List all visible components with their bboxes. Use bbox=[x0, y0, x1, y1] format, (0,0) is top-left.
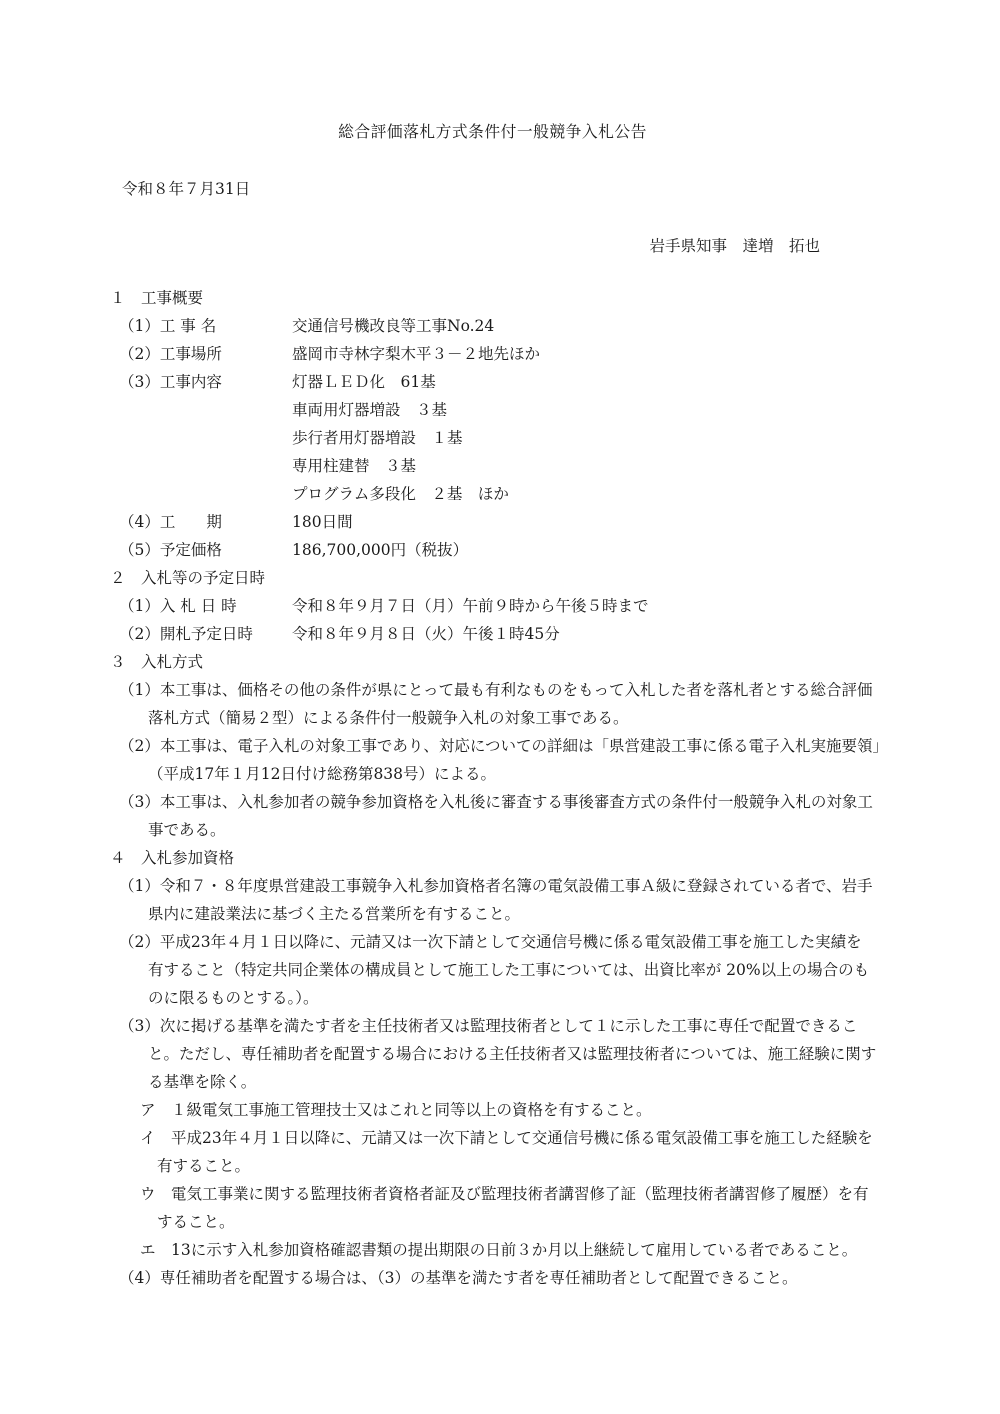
work-name-label: （1）工 事 名 bbox=[119, 317, 217, 335]
work-place-label: （2）工事場所 bbox=[119, 345, 222, 363]
section-3-heading: ３ 入札方式 bbox=[110, 653, 204, 671]
sub-item-e: エ 13に示す入札参加資格確認書類の提出期限の日前３か月以上継続して雇用している者であること。 bbox=[140, 1241, 858, 1259]
paragraph-line: る基準を除く。 bbox=[148, 1073, 257, 1091]
paragraph-line: 県内に建設業法に基づく主たる営業所を有すること。 bbox=[148, 905, 521, 923]
paragraph-line: （平成17年１月12日付け総務第838号）による。 bbox=[148, 765, 497, 783]
bid-date-label: （1）入 札 日 時 bbox=[119, 597, 237, 615]
opening-date-value: 令和８年９月８日（火）午後１時45分 bbox=[292, 625, 560, 643]
work-content-item: 車両用灯器増設 ３基 bbox=[292, 401, 448, 419]
paragraph-line: 有すること（特定共同企業体の構成員として施工した工事については、出資比率が 20%以上の場合のも bbox=[148, 961, 870, 979]
sub-item-u-cont: すること。 bbox=[157, 1213, 235, 1231]
sub-item-i: イ 平成23年４月１日以降に、元請又は一次下請として交通信号機に係る電気設備工事を施工した経験を bbox=[140, 1129, 873, 1147]
work-place-value: 盛岡市寺林字梨木平３－２地先ほか bbox=[292, 345, 541, 363]
sub-item-u: ウ 電気工事業に関する監理技術者資格者証及び監理技術者講習修了証（監理技術者講習修了履歴）を有 bbox=[140, 1185, 869, 1203]
work-content-item: 灯器ＬＥＤ化 61基 bbox=[292, 373, 436, 391]
paragraph-line: （3）本工事は、入札参加者の競争参加資格を入札後に審査する事後審査方式の条件付一般競争入札の対象工 bbox=[119, 793, 873, 811]
work-name-value: 交通信号機改良等工事No.24 bbox=[292, 317, 495, 335]
work-period-value: 180日間 bbox=[292, 513, 353, 531]
sub-item-i-cont: 有すること。 bbox=[157, 1157, 251, 1175]
paragraph-line: （2）平成23年４月１日以降に、元請又は一次下請として交通信号機に係る電気設備工事を施工した実績を bbox=[119, 933, 862, 951]
work-content-item: 専用柱建替 ３基 bbox=[292, 457, 417, 475]
opening-date-label: （2）開札予定日時 bbox=[119, 625, 253, 643]
section-4-heading: ４ 入札参加資格 bbox=[110, 849, 235, 867]
sub-item-a: ア １級電気工事施工管理技士又はこれと同等以上の資格を有すること。 bbox=[140, 1101, 652, 1119]
paragraph-line: と。ただし、専任補助者を配置する場合における主任技術者又は監理技術者については、施工経験に関す bbox=[148, 1045, 877, 1063]
paragraph-line: のに限るものとする。）。 bbox=[148, 989, 319, 1007]
paragraph-line: 事である。 bbox=[148, 821, 226, 839]
document-title: 総合評価落札方式条件付一般競争入札公告 bbox=[338, 122, 647, 141]
paragraph-line: 落札方式（簡易２型）による条件付一般競争入札の対象工事である。 bbox=[148, 709, 629, 727]
planned-price-label: （5）予定価格 bbox=[119, 541, 222, 559]
work-period-label: （4）工 期 bbox=[119, 513, 222, 531]
paragraph-line: （3）次に掲げる基準を満たす者を主任技術者又は監理技術者として１に示した工事に専任で配置できるこ bbox=[119, 1017, 858, 1035]
work-content-item: 歩行者用灯器増設 １基 bbox=[292, 429, 463, 447]
section-1-heading: １ 工事概要 bbox=[110, 289, 204, 307]
work-content-item: プログラム多段化 ２基 ほか bbox=[292, 485, 509, 503]
paragraph-line: （1）令和７・８年度県営建設工事競争入札参加資格者名簿の電気設備工事Ａ級に登録されている者で、岩手 bbox=[119, 877, 873, 895]
paragraph-line: （4）専任補助者を配置する場合は、（3）の基準を満たす者を専任補助者として配置できること。 bbox=[119, 1269, 798, 1287]
work-content-label: （3）工事内容 bbox=[119, 373, 222, 391]
paragraph-line: （1）本工事は、価格その他の条件が県にとって最も有利なものをもって入札した者を落札者とする総合評価 bbox=[119, 681, 873, 699]
signer: 岩手県知事 達増 拓也 bbox=[649, 237, 820, 255]
section-2-heading: ２ 入札等の予定日時 bbox=[110, 569, 266, 587]
planned-price-value: 186,700,000円（税抜） bbox=[292, 541, 469, 559]
notice-date: 令和８年７月31日 bbox=[122, 180, 251, 198]
bid-date-value: 令和８年９月７日（月）午前９時から午後５時まで bbox=[292, 597, 649, 615]
paragraph-line: （2）本工事は、電子入札の対象工事であり、対応についての詳細は「県営建設工事に係る電子入札実施要領」 bbox=[119, 737, 889, 755]
